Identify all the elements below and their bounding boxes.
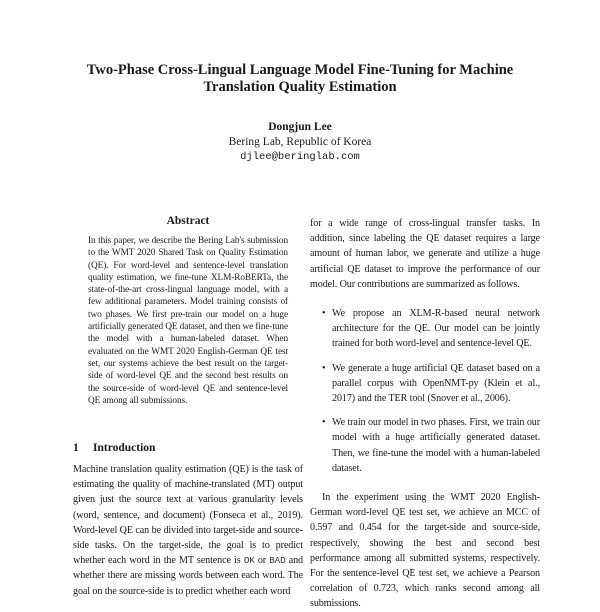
bullet-icon: • [322,308,326,319]
list-item [310,415,540,476]
author-name: Dongjun Lee [268,121,332,133]
section-number: 1 [73,442,79,454]
bullet-icon: • [322,362,326,374]
section-title: Introduction [93,442,156,454]
bullet-text: We propose an XLM-R-based neural network architecture for the QE. Our model can be jointly trained for both word-level and sentence-level QE. [332,308,540,350]
bad-tag: BAD [269,555,286,567]
intro-text-1: Machine translation quality estimation (QE) is the task of estimating the quality of machine-translated (MT) output given just the source text at various granularity levels (word, sentence, and document) (Fonseca et al., 2019). Word-level QE can be divided into target-side and source-side tasks. On the target-side, the goal is to predict whether each word in the MT sentence is [73,464,303,567]
ok-tag: OK [243,555,255,567]
right-paragraph-1: for a wide range of cross-lingual transfer tasks. In addition, since labeling the QE dataset requires a large amount of human labor, we generate and utilize a huge artificial QE dataset to improve the performance of our model. Our contributions are summarized as follows. [310,218,540,290]
section-heading-introduction [73,442,303,454]
paper-title [0,62,600,96]
author-affiliation: Bering Lab, Republic of Korea [228,136,372,148]
bullet-icon: • [322,417,326,429]
introduction-paragraph [73,462,303,599]
title-line-1: Two-Phase Cross-Lingual Language Model Fine-Tuning for Machine [86,62,514,78]
intro-text-2: and whether there are missing words between each word. The goal on the source-side is to predict whether each word [73,555,303,597]
list-item [310,306,540,352]
right-paragraph-2: In the experiment using the WMT 2020 English-German word-level QE test set, we achieve an MCC of 0.597 and 0.454 for the target-side and source-side, respectively, showing the best and second best performance among all submitted systems, respectively. For the sentence-level QE test set, we achieve a Pearson correlation of 0.723, which ranks second among all submissions. [310,492,540,610]
author-email: djlee@beringlab.com [240,151,360,163]
title-line-2: Translation Quality Estimation [203,79,397,95]
intro-or: or [254,555,270,567]
list-item [310,361,540,407]
contributions-list [310,306,540,485]
bullet-text: We generate a huge artificial QE dataset based on a parallel corpus with OpenNMT-py (Klein et al., 2017) and the TER tool (Snover et al., 2006). [332,362,540,405]
abstract-body: In this paper, we describe the Bering Lab's submission to the WMT 2020 Shared Task on Quality Estimation (QE). For word-level and sentence-level translation quality estimation, we fine-tune XLM-RoBERTa, the state-of-the-art cross-lingual language model, with a few additional parameters. Model training consists of two phases. We first pre-train our model on a huge artificially generated QE dataset, and then we fine-tune the model with a human-labeled dataset. When evaluated on the WMT 2020 English-German QE test set, our systems achieve the best result on the target-side of word-level QE and the second best results on the source-side of word-level QE and sentence-level QE among all submissions. [88,236,288,406]
bullet-text: We train our model in two phases. First, we train our model with a huge artificially generated dataset. Then, we fine-tune the model with a human-labeled dataset. [332,417,540,474]
abstract-heading: Abstract [166,215,210,227]
